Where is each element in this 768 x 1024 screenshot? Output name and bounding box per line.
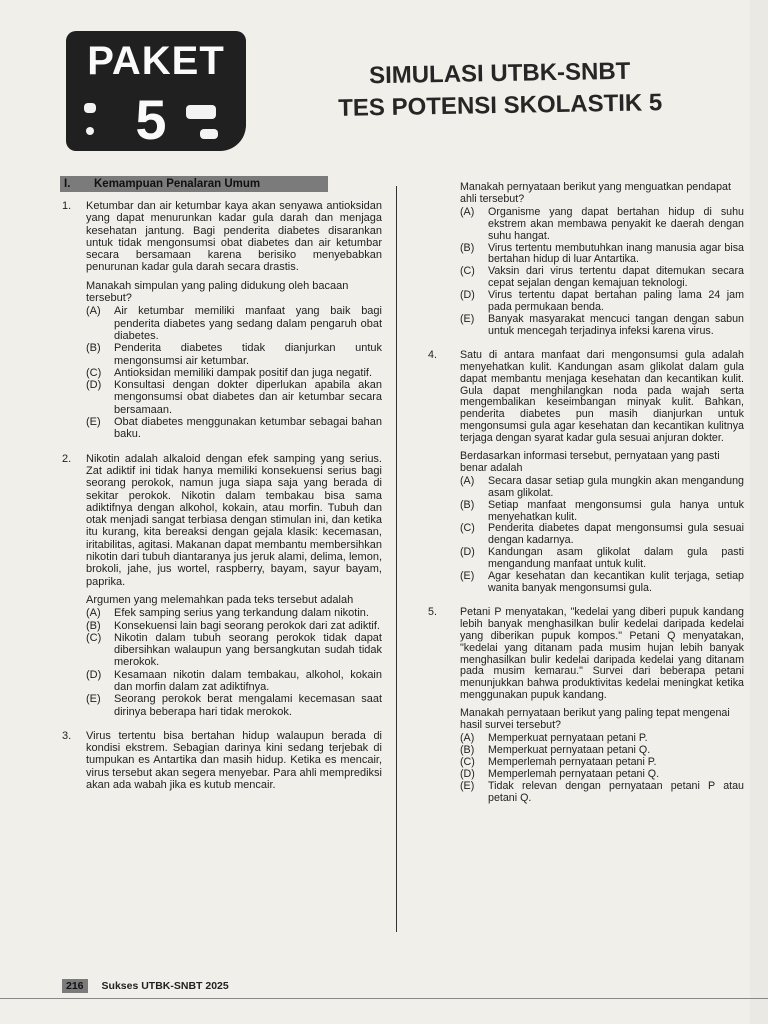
option-text: Banyak masyarakat mencuci tangan dengan sabun untuk mencegah terjadinya infeksi karena virus.	[488, 312, 744, 337]
option-d	[460, 769, 744, 781]
column-divider	[396, 186, 397, 932]
option-b	[460, 500, 744, 524]
option-e	[460, 781, 744, 805]
option-c	[86, 632, 382, 669]
option-text: Memperlemah pernyataan petani P.	[488, 755, 657, 768]
option-text: Organisme yang dapat bertahan hidup di suhu ekstrem akan membawa penyakit ke daerah dengan suhu hangat.	[488, 205, 744, 242]
option-text: Agar kesehatan dan kecantikan kulit terjaga, setiap wanita banyak mengonsumsi gula.	[488, 570, 744, 594]
page-title	[299, 55, 700, 126]
question-text: Satu di antara manfaat dari mengonsumsi gula adalah menyehatkan kulit. Kandungan asam glikolat dalam gula dapat membantu menjaga kesehatan dan kecantikan kulit. Gula dapat menghilangkan noda pada wajah serta mengembalikan keseimbangan minyak kulit. Bahkan, penderita diabetes pun masih dianjurkan untuk mengonsumsi gula agar kesehatan dan kecantikan kulitnya terjaga dengan syarat kadar gula sesuai anjuran dokter.	[460, 348, 744, 445]
question-prompt: Manakah simpulan yang paling didukung oleh bacaan tersebut?	[86, 279, 349, 305]
option-letter: (B)	[460, 241, 475, 254]
book-title: Sukses UTBK-SNBT 2025	[101, 980, 229, 992]
option-letter: (E)	[86, 693, 101, 706]
option-b	[86, 620, 382, 632]
option-text: Nikotin dalam tubuh seorang perokok tidak dapat dibersihkan walaupun yang bersangkutan sudah tidak merokok.	[114, 631, 382, 669]
option-letter: (C)	[460, 755, 475, 768]
paket-badge	[66, 31, 246, 151]
bottom-rule	[0, 998, 768, 999]
option-a	[460, 476, 744, 500]
question-number: 5.	[428, 605, 437, 618]
option-text: Antioksidan memiliki dampak positif dan juga negatif.	[114, 366, 373, 379]
question-prompt: Argumen yang melemahkan pada teks tersebut adalah	[86, 593, 354, 606]
option-d	[86, 669, 382, 694]
option-text: Memperlemah pernyataan petani Q.	[488, 767, 660, 780]
option-letter: (D)	[460, 289, 475, 302]
option-e	[86, 416, 382, 441]
option-d	[460, 547, 744, 571]
section-number: I.	[64, 178, 71, 190]
question-text: Ketumbar dan air ketumbar kaya akan senyawa antioksidan yang dapat menurunkan kadar gula darah dan menjaga kesehatan jantung. Bagi penderita diabetes disarankan untuk tidak mengonsumsi obat diabetes dan air ketumbar secara bersamaan karena berisiko menyebabkan penurunan kadar gula darah secara drastis.	[86, 200, 382, 274]
option-text: Seorang perokok berat mengalami kecemasan saat dirinya beberapa hari tidak merokok.	[114, 693, 382, 718]
option-letter: (A)	[460, 474, 475, 487]
right-column	[426, 182, 744, 816]
question-prompt: Manakah pernyataan berikut yang menguatkan pendapat ahli tersebut?	[460, 181, 731, 205]
option-text: Konsekuensi lain bagi seorang perokok dari zat adiktif.	[114, 619, 380, 632]
option-c	[460, 523, 744, 547]
option-a	[460, 207, 744, 243]
option-letter: (D)	[460, 767, 475, 780]
option-text: Air ketumbar memiliki manfaat yang baik bagi penderita diabetes yang sedang dalam pengaruh obat diabetes.	[114, 305, 382, 342]
option-letter: (C)	[86, 366, 102, 379]
option-b	[460, 243, 744, 267]
option-c	[86, 367, 382, 379]
option-d	[460, 290, 744, 314]
question-2	[60, 453, 382, 718]
badge-word: PAKET	[87, 39, 225, 83]
question-prompt: Manakah pernyataan berikut yang paling tepat mengenai hasil survei tersebut?	[460, 707, 730, 732]
page-number: 216	[62, 979, 88, 993]
option-letter: (C)	[460, 265, 475, 278]
option-text: Virus tertentu membutuhkan inang manusia agar bisa bertahan hidup di luar Antartika.	[488, 241, 744, 266]
option-text: Efek samping serius yang terkandung dalam nikotin.	[114, 607, 369, 620]
option-letter: (A)	[460, 731, 475, 744]
question-3-continuation	[426, 182, 744, 338]
left-column	[60, 176, 382, 803]
question-3	[60, 730, 382, 791]
title-line-1: SIMULASI UTBK-SNBT	[368, 57, 631, 90]
badge-number: 5	[135, 88, 167, 151]
question-number: 3.	[62, 729, 72, 742]
option-text: Konsultasi dengan dokter diperlukan apabila akan mengonsumsi obat diabetes dan air ketumbar secara bersamaan.	[114, 379, 382, 416]
option-b	[86, 342, 382, 367]
option-text: Penderita diabetes dapat mengonsumsi gula sesuai dengan kadarnya.	[488, 522, 744, 547]
option-letter: (B)	[86, 619, 101, 632]
option-letter: (E)	[460, 312, 475, 325]
question-number: 1.	[62, 200, 72, 212]
option-text: Secara dasar setiap gula mungkin akan mengandung asam glikolat.	[488, 474, 744, 499]
option-letter: (A)	[86, 607, 101, 620]
option-text: Setiap manfaat mengonsumsi gula hanya untuk menyehatkan kulit.	[488, 498, 744, 523]
question-prompt: Berdasarkan informasi tersebut, pernyataan yang pasti benar adalah	[460, 450, 720, 474]
option-letter: (B)	[460, 498, 475, 511]
option-a	[86, 305, 382, 342]
option-text: Penderita diabetes tidak dianjurkan untuk mengonsumsi air ketumbar.	[114, 342, 382, 367]
question-1	[60, 200, 382, 441]
option-text: Kandungan asam glikolat dalam gula pasti mengandung manfaat untuk kulit.	[488, 546, 744, 571]
option-letter: (C)	[86, 631, 102, 644]
option-text: Tidak relevan dengan pernyataan petani P atau petani Q.	[488, 779, 744, 804]
option-e	[86, 693, 382, 718]
option-e	[460, 571, 744, 595]
option-letter: (A)	[460, 205, 475, 218]
option-letter: (C)	[460, 522, 475, 535]
question-4	[426, 350, 744, 595]
option-text: Virus tertentu dapat bertahan paling lama 24 jam pada permukaan benda.	[488, 289, 744, 314]
option-e	[460, 314, 744, 338]
option-text: Obat diabetes menggunakan ketumbar sebagai bahan baku.	[114, 416, 382, 441]
page-edge-shadow	[750, 0, 768, 1024]
option-letter: (B)	[86, 342, 101, 355]
option-letter: (D)	[460, 546, 475, 559]
option-d	[86, 379, 382, 416]
option-a	[86, 607, 382, 619]
title-line-2: TES POTENSI SKOLASTIK 5	[338, 89, 663, 122]
section-title: Kemampuan Penalaran Umum	[94, 178, 261, 190]
option-text: Kesamaan nikotin dalam tembakau, alkohol, kokain dan morfin dalam zat adiktifnya.	[114, 668, 382, 693]
question-number: 4.	[428, 348, 437, 361]
page-footer	[62, 979, 229, 993]
option-text: Memperkuat pernyataan petani P.	[488, 731, 648, 744]
question-number: 2.	[62, 452, 72, 465]
option-letter: (D)	[86, 668, 102, 681]
question-5	[426, 607, 744, 805]
option-letter: (A)	[86, 305, 101, 318]
question-text: Virus tertentu bisa bertahan hidup walaupun berada di kondisi ekstrem. Sebagian darinya kini sedang terjebak di tumpukan es Antartika dan masih hidup. Ketika es mencair, virus tersebut akan segera menyebar. Para ahli memprediksi akan ada wabah jika es kutub mencair.	[86, 729, 382, 792]
option-letter: (E)	[460, 779, 475, 792]
option-letter: (B)	[460, 743, 475, 756]
option-b	[460, 745, 744, 757]
option-letter: (E)	[460, 570, 475, 583]
option-text: Vaksin dari virus tertentu dapat ditemukan secara cepat sejalan dengan kemajuan teknologi.	[488, 265, 744, 290]
section-heading	[60, 176, 328, 192]
option-c	[460, 266, 744, 290]
question-text: Nikotin adalah alkaloid dengan efek samping yang serius. Zat adiktif ini tidak hanya memiliki konsekuensi serius bagi seorang perokok, namun juga siapa saja yang berada di sekitar perokok. Nikotin dalam tembakau bisa sama adiktifnya dengan alkohol, kokain, atau morfin. Tubuh dan otak menjadi sangat terbiasa dengan stimulan ini, dan ketika itu kurang, kita bereaksi dengan gejala klasik: kecemasan, iritabilitas, agitasi. Makanan dapat membantu membersihkan nikotin dari tubuh diantaranya jus jeruk alami, delima, lemon, brokoli, jahe, jus wortel, raspberry, bayam, sayur bayam, paprika.	[86, 452, 382, 588]
option-letter: (E)	[86, 416, 101, 429]
option-text: Memperkuat pernyataan petani Q.	[488, 743, 651, 756]
option-c	[460, 757, 744, 769]
question-text: Petani P menyatakan, "kedelai yang diberi pupuk kandang lebih banyak menghasilkan bulir kedelai daripada kedelai yang diberikan pupuk kompos." Petani Q menyatakan, "kedelai yang ditanam pada musim hujan lebih banyak menghasilkan bulir kedelai daripada kedelai yang ditanam pada musim kemarau." Survei dari beberapa petani menunjukkan bahwa produktivitas kedelai meningkat ketika menggunakan pupuk kandang.	[460, 605, 744, 702]
option-letter: (D)	[86, 379, 102, 392]
